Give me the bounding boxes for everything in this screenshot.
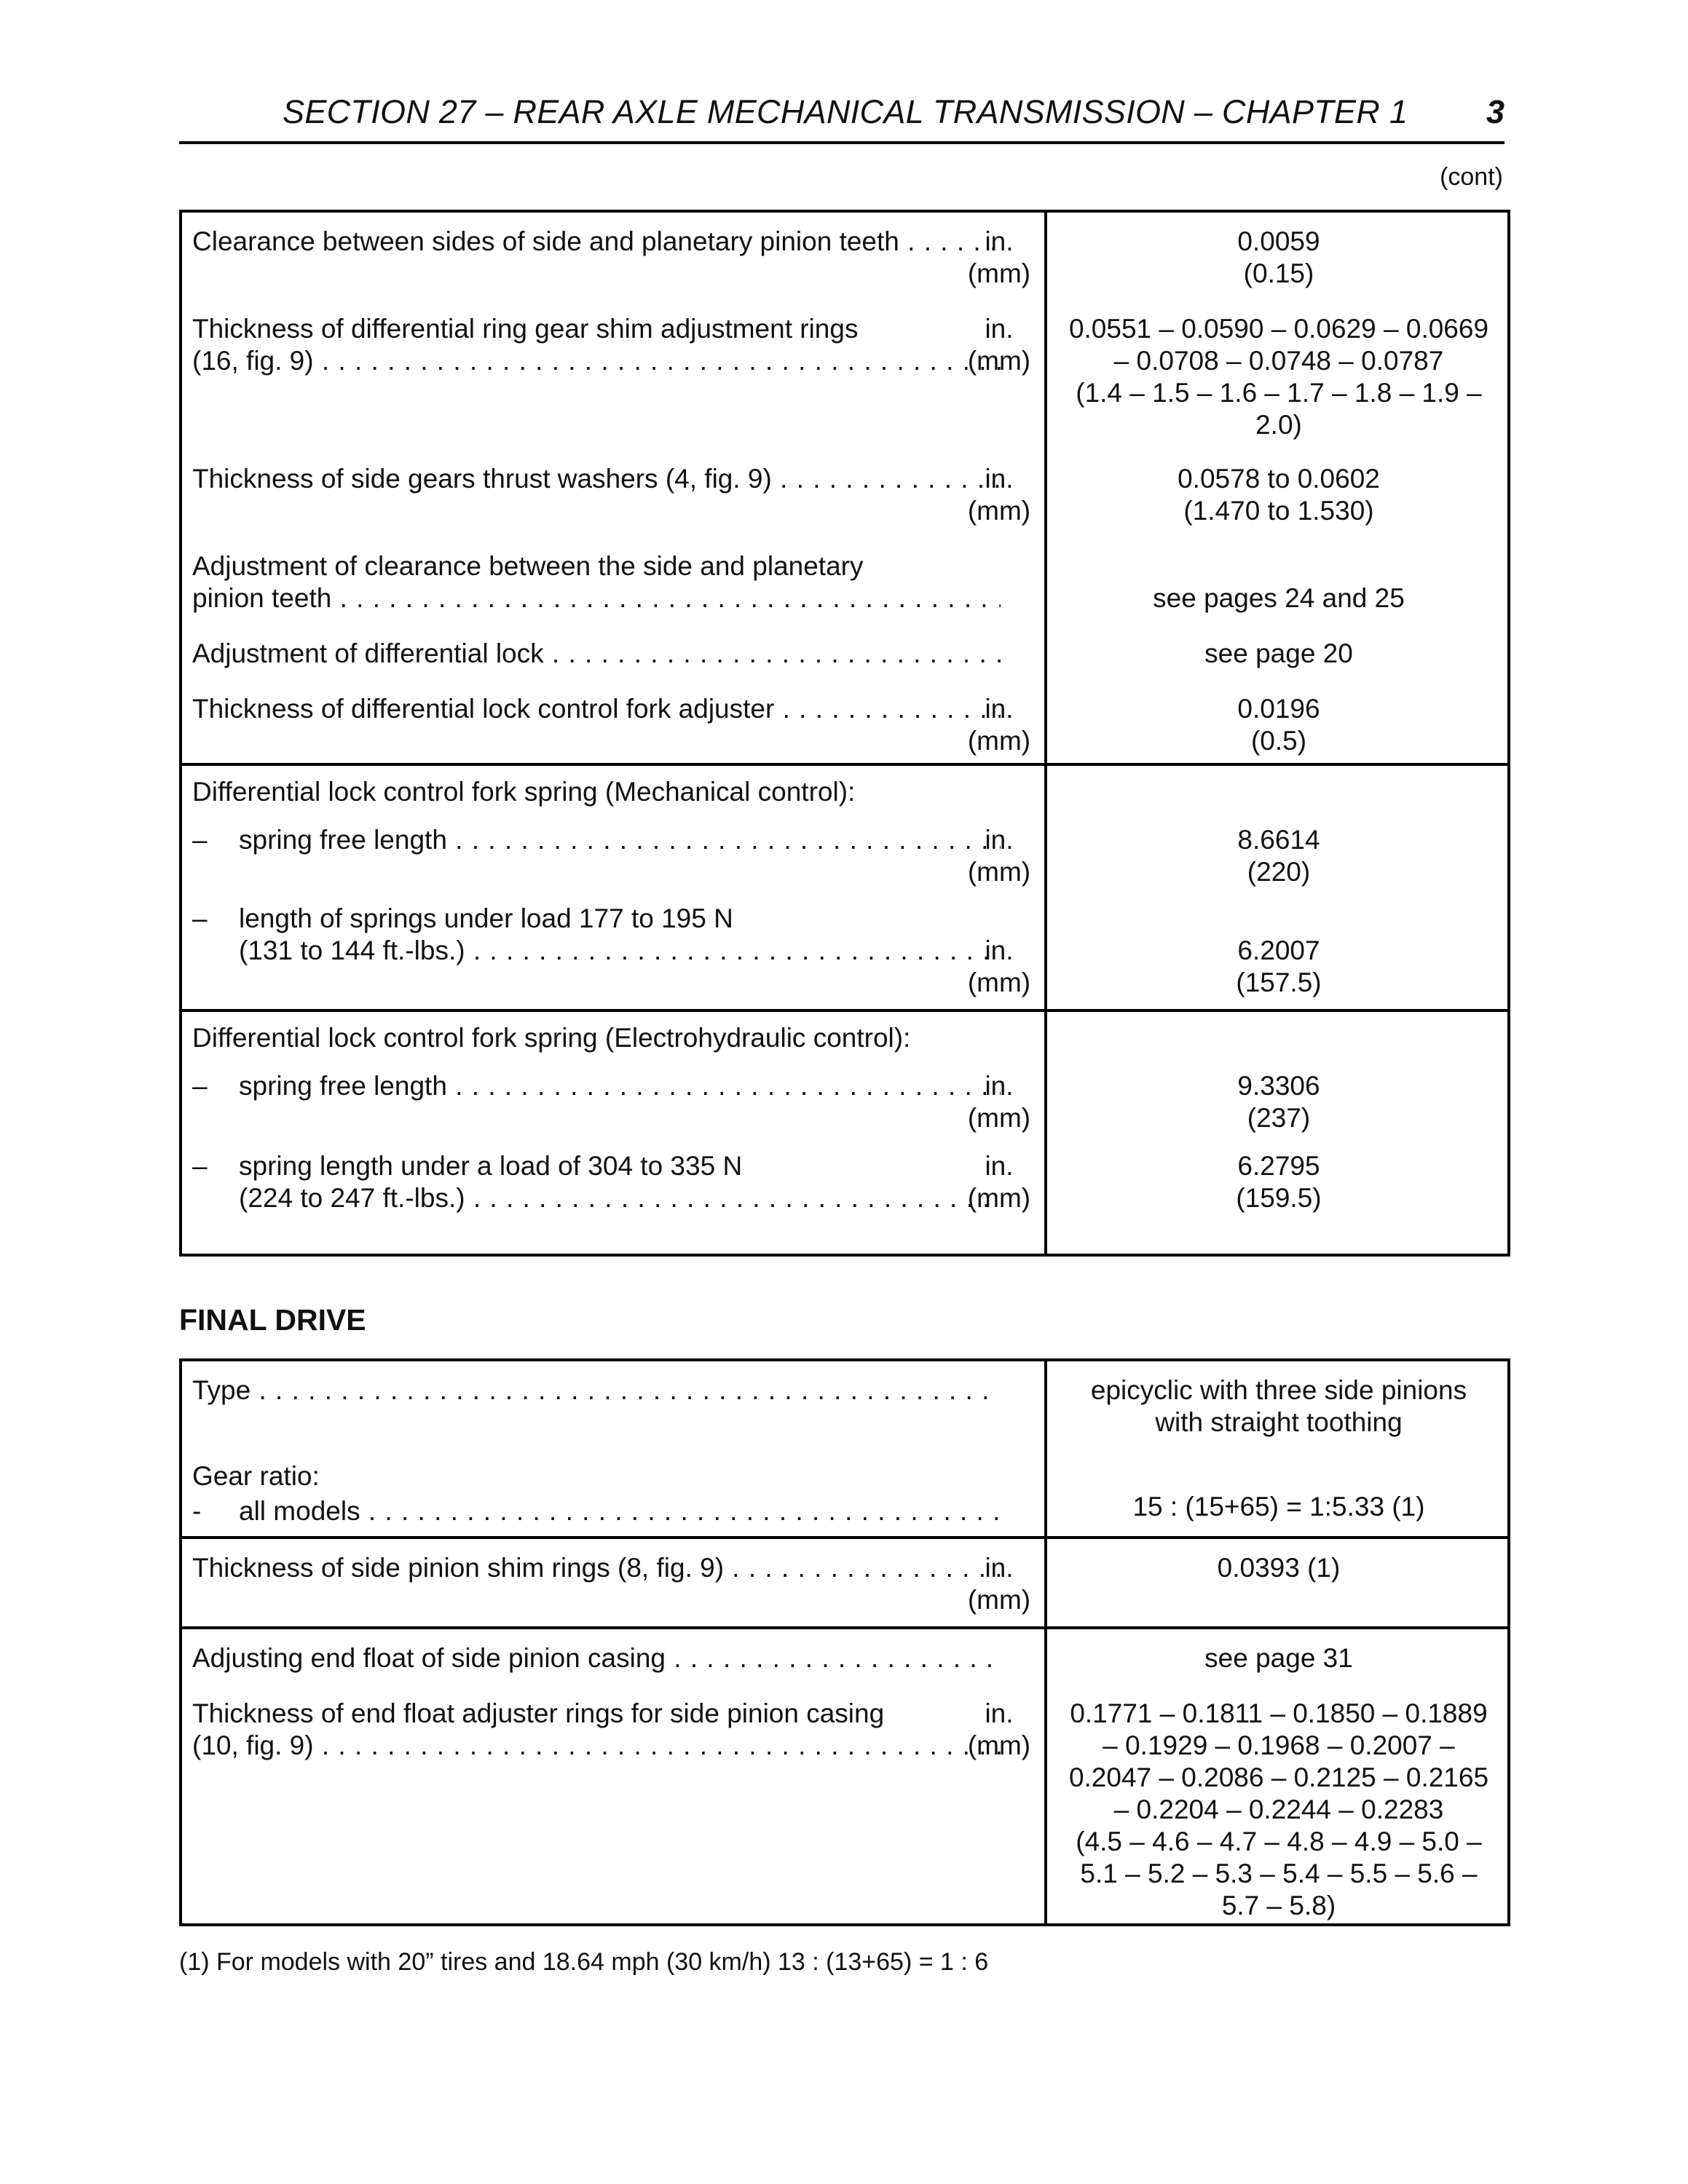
spec-desc-ref: (16, fig. 9) . . .	[192, 345, 1001, 377]
spec-value	[1057, 1150, 1500, 1214]
spec-desc: Gear ratio:	[192, 1461, 320, 1491]
spec-value	[1057, 582, 1500, 614]
spec-desc: spring length under a load of 304 to 335 N	[239, 1151, 743, 1181]
spec-value	[1057, 226, 1500, 290]
value-line: – 0.2204 – 0.2244 – 0.2283	[1113, 1795, 1444, 1824]
side-pinion-shim-block	[181, 1538, 1509, 1628]
spec-desc: all models	[239, 1496, 360, 1526]
value-line: 0.1771 – 0.1811 – 0.1850 – 0.1889	[1070, 1698, 1488, 1728]
unit-mm: (mm)	[967, 1730, 1031, 1760]
value-in: 8.6614	[1237, 825, 1320, 855]
spec-desc: Type . . .	[192, 1374, 1001, 1406]
value-mm: (237)	[1247, 1103, 1311, 1133]
dash-bullet: -	[192, 1496, 202, 1526]
value-in: 0.0393 (1)	[1217, 1553, 1341, 1583]
value-line: 2.0)	[1255, 410, 1302, 440]
electrohydraulic-spring-block	[181, 1010, 1509, 1255]
unit-mm: (mm)	[967, 1183, 1031, 1213]
mechanical-spring-block	[181, 764, 1509, 1010]
unit-in: in.	[985, 464, 1014, 494]
spec-value	[1057, 638, 1500, 670]
value-mm: (1.470 to 1.530)	[1183, 496, 1374, 526]
value-ref: see page 31	[1204, 1643, 1353, 1673]
spec-desc: Thickness of side pinion shim rings (8, fig. 9) . . .	[192, 1552, 1001, 1584]
unit-in: in.	[985, 226, 1014, 256]
spec-value	[1057, 463, 1500, 527]
dash-bullet: –	[192, 903, 208, 933]
value-line: 0.0551 – 0.0590 – 0.0629 – 0.0669	[1068, 314, 1489, 344]
unit-in: in.	[985, 314, 1014, 344]
spec-desc: Adjusting end float of side pinion casing . . .	[192, 1642, 1001, 1674]
side-pinion-casing-block	[181, 1628, 1509, 1925]
differential-block	[181, 211, 1509, 764]
value-line: – 0.0708 – 0.0748 – 0.0787	[1113, 346, 1444, 376]
spec-value	[1057, 1491, 1500, 1523]
spec-value	[1057, 1070, 1500, 1134]
spec-value	[1057, 1374, 1500, 1439]
value-line: with straight toothing	[1155, 1407, 1403, 1437]
dash-bullet: –	[192, 1071, 208, 1101]
value-mm: (157.5)	[1236, 968, 1322, 997]
spec-value	[1057, 824, 1500, 888]
value-in: 0.0578 to 0.0602	[1178, 464, 1380, 494]
spec-value	[1057, 1552, 1500, 1584]
value-mm: (0.15)	[1243, 258, 1314, 288]
section-title: SECTION 27 – REAR AXLE MECHANICAL TRANSMISSION – CHAPTER 1	[283, 93, 1408, 130]
value-in: 6.2795	[1237, 1151, 1320, 1181]
unit-mm: (mm)	[967, 258, 1031, 288]
unit-mm: (mm)	[967, 1103, 1031, 1133]
dash-bullet: –	[192, 1151, 208, 1181]
value-line: epicyclic with three side pinions	[1090, 1375, 1467, 1405]
unit-mm: (mm)	[967, 496, 1031, 526]
spec-value	[1057, 1642, 1500, 1674]
value-in: 0.0196	[1237, 694, 1320, 724]
value-mm: (0.5)	[1250, 726, 1307, 756]
spec-desc: Thickness of differential lock control fork adjuster . . .	[192, 693, 1001, 725]
unit-mm: (mm)	[967, 346, 1031, 376]
value-in: 6.2007	[1237, 935, 1320, 965]
cont-label: (cont)	[1440, 163, 1503, 191]
value-ref: see pages 24 and 25	[1153, 583, 1405, 613]
differential-spec-table	[179, 210, 1510, 1257]
spec-desc: Thickness of side gears thrust washers (4, fig. 9) . . .	[192, 463, 1001, 495]
spec-desc: length of springs under load 177 to 195 N	[239, 903, 733, 933]
spec-desc: Thickness of end float adjuster rings for side pinion casing	[192, 1698, 885, 1728]
final-drive-type-block	[181, 1360, 1509, 1538]
value-in: 0.0059	[1237, 226, 1320, 256]
final-drive-heading: FINAL DRIVE	[179, 1303, 366, 1337]
unit-in: in.	[985, 694, 1014, 724]
spec-value	[1057, 313, 1500, 441]
unit-in: in.	[985, 825, 1014, 855]
footnote: (1) For models with 20” tires and 18.64 mph (30 km/h) 13 : (13+65) = 1 : 6	[179, 1948, 989, 1976]
spec-desc: Adjustment of differential lock . . .	[192, 638, 1001, 670]
value-line: – 0.1929 – 0.1968 – 0.2007 –	[1103, 1730, 1455, 1760]
value-line: (1.4 – 1.5 – 1.6 – 1.7 – 1.8 – 1.9 –	[1076, 378, 1482, 408]
unit-mm: (mm)	[967, 968, 1031, 997]
spec-desc: Adjustment of clearance between the side and planetary	[192, 551, 864, 581]
spec-desc-cont: pinion teeth . . .	[192, 582, 1001, 614]
unit-mm: (mm)	[967, 857, 1031, 887]
unit-mm: (mm)	[967, 1585, 1031, 1615]
gear-ratio-value: 15 : (15+65) = 1:5.33 (1)	[1132, 1492, 1425, 1522]
value-line: 0.2047 – 0.2086 – 0.2125 – 0.2165	[1068, 1762, 1489, 1792]
unit-in: in.	[985, 1553, 1014, 1583]
value-mm: (220)	[1247, 857, 1311, 887]
unit-mm: (mm)	[967, 726, 1031, 756]
spec-desc: Thickness of differential ring gear shim adjustment rings	[192, 314, 859, 344]
spec-desc-cont: (224 to 247 ft.-lbs.)	[239, 1183, 465, 1213]
unit-in: in.	[985, 1698, 1014, 1728]
unit-in: in.	[985, 935, 1014, 965]
value-line: 5.1 – 5.2 – 5.3 – 5.4 – 5.5 – 5.6 –	[1080, 1859, 1478, 1888]
spec-desc: Clearance between sides of side and planetary pinion teeth . . .	[192, 226, 1001, 258]
page-header	[179, 93, 1504, 144]
value-line: 5.7 – 5.8)	[1221, 1891, 1336, 1920]
spec-desc-ref: (10, fig. 9) . . .	[192, 1730, 1001, 1762]
block-heading: Differential lock control fork spring (Mechanical control):	[192, 777, 856, 807]
dash-bullet: –	[192, 825, 208, 855]
spec-value	[1057, 935, 1500, 999]
spec-value	[1057, 693, 1500, 757]
unit-in: in.	[985, 1151, 1014, 1181]
value-mm: (159.5)	[1236, 1183, 1322, 1213]
spec-desc-cont: (131 to 144 ft.-lbs.)	[239, 935, 465, 965]
value-line: (4.5 – 4.6 – 4.7 – 4.8 – 4.9 – 5.0 –	[1076, 1827, 1482, 1856]
value-in: 9.3306	[1237, 1071, 1320, 1101]
block-heading: Differential lock control fork spring (Electrohydraulic control):	[192, 1023, 911, 1053]
unit-in: in.	[985, 1071, 1014, 1101]
page-number: 3	[1486, 93, 1504, 130]
final-drive-spec-table	[179, 1358, 1510, 1926]
spec-desc: spring free length	[239, 1071, 447, 1101]
spec-desc: spring free length	[239, 825, 447, 855]
value-ref: see page 20	[1204, 638, 1353, 668]
spec-value	[1057, 1698, 1500, 1922]
